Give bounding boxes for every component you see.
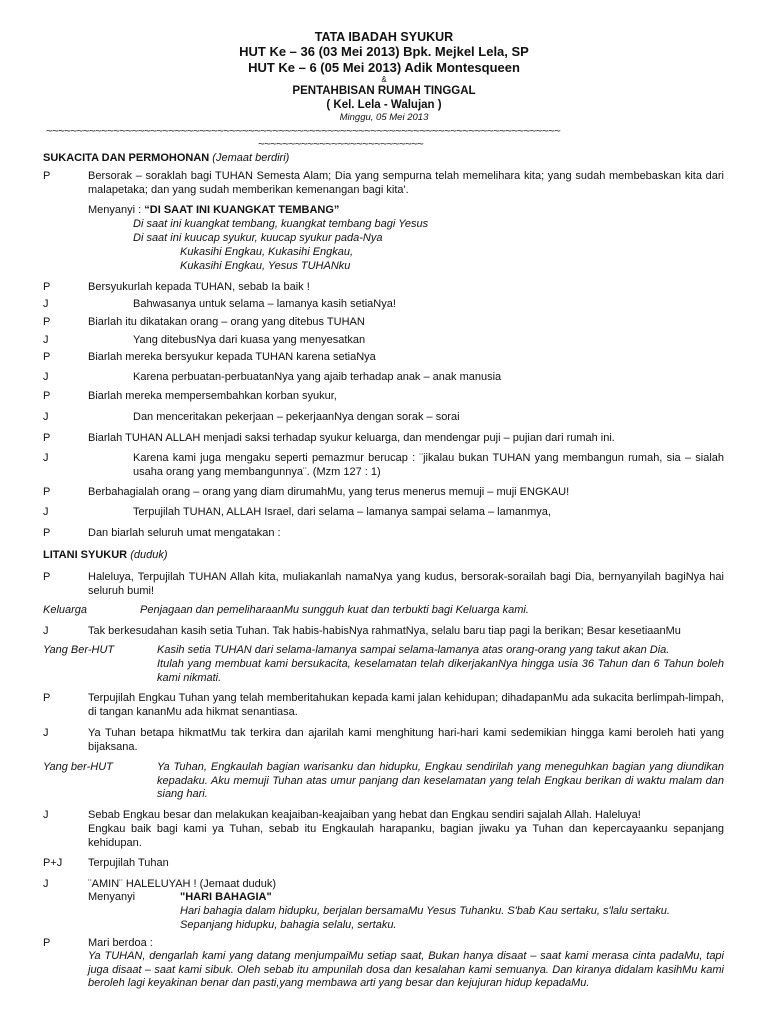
role-label: J (43, 298, 49, 310)
liturgy-text: Bahwasanya untuk selama – lamanya kasih setiaNya! (133, 298, 396, 310)
song-line: Sepanjang hidupku, bahagia selalu, sertaku. (180, 919, 397, 931)
role-label: Yang ber-HUT (43, 761, 113, 773)
role-label: P (43, 432, 51, 444)
song-label: Menyanyi : (88, 204, 142, 216)
liturgy-text: Kasih setia TUHAN dari selama-lamanya sampai selama-lamanya atas orang-orang yang takut akan Dia. (157, 644, 670, 656)
song-line: Di saat ini kuucap syukur, kuucap syukur pada-Nya (133, 232, 383, 244)
song-heading (88, 204, 339, 218)
role-label: P (43, 527, 51, 539)
role-label: J (43, 809, 49, 821)
role-label: J (43, 452, 49, 464)
section-title: LITANI SYUKUR (43, 549, 128, 561)
document-title: TATA IBADAH SYUKUR (314, 30, 454, 44)
liturgy-text: Biarlah TUHAN ALLAH menjadi saksi terhadap syukur keluarga, dan mendengar puji – pujian dari rumah ini. (88, 432, 615, 444)
liturgy-text: Terpujilah Tuhan (88, 857, 169, 869)
liturgy-text: Engkau baik bagi kami ya Tuhan, sebab itu Engkaulah harapanku, bagian jiwaku ya Tuhan dan kepercayaanku sepanjang kehidupan. (88, 823, 724, 849)
liturgy-text: Penjagaan dan pemeliharaanMu sungguh kuat dan terbukti bagi Keluarga kami. (140, 604, 529, 616)
role-label: J (43, 625, 49, 637)
role-label: P (43, 390, 51, 402)
liturgy-text: Bersyukurlah kepada TUHAN, sebab Ia baik ! (88, 281, 310, 293)
role-label: P+J (43, 857, 63, 869)
role-label: P (43, 486, 51, 498)
role-label: J (43, 878, 49, 890)
liturgy-text: Tak berkesudahan kasih setia Tuhan. Tak habis-habisNya rahmatNya, selalu baru tiap pagi la berikan; Besar kesetiaanMu (88, 625, 681, 637)
liturgy-text: Biarlah mereka bersyukur kepada TUHAN karena setiaNya (88, 351, 376, 363)
role-label: J (43, 371, 49, 383)
liturgy-text: Ya Tuhan, Engkaulah bagian warisanku dan hidupku, Engkau sendirilah yang meneguhkan bagian yang diundikan kepadaku. Aku memuji Tuhan atas umur panjang dan keselamatan yang telah Engkau berikan di waktu malam dan siang hari. (157, 761, 724, 800)
role-label: P (43, 281, 51, 293)
role-label: P (43, 937, 51, 949)
role-label: P (43, 351, 51, 363)
liturgy-text: Bersorak – soraklah bagi TUHAN Semesta Alam; Dia yang sempurna telah memelihara kita; yang sudah membebaskan kita dari malapetaka; dan yang sudah memberikan kemenangan bagi kita'. (88, 170, 724, 196)
song-title: “DI SAAT INI KUANGKAT TEMBANG” (144, 204, 340, 216)
liturgy-text: Berbahagialah orang – orang yang diam dirumahMu, yang terus menerus memuji – muji ENGKAU! (88, 486, 570, 498)
role-label: Keluarga (43, 604, 88, 616)
tilde-rule-2: ~~~~~~~~~~~~~~~~~~~~~~~~~~~ (258, 137, 424, 150)
liturgy-text: Dan biarlah seluruh umat mengatakan : (88, 527, 281, 539)
song-line: Hari bahagia dalam hidupku, berjalan bersamaMu Yesus Tuhanku. S'bab Kau sertaku, s'lalu sertaku. (180, 905, 670, 917)
liturgy-text: Terpujilah TUHAN, ALLAH Israel, dari selama – lamanya sampai selama – lamanmya, (133, 506, 551, 518)
liturgy-text: Itulah yang membuat kami bersukacita, keselamatan telah dikerjakanNya hingga usia 36 Tahun dan 6 Tahun boleh kami nikmati. (157, 658, 724, 684)
role-label: J (43, 411, 49, 423)
header-line-3: PENTAHBISAN RUMAH TINGGAL (292, 85, 476, 97)
liturgy-text: Biarlah mereka mempersembahkan korban syukur, (88, 390, 337, 402)
liturgy-text: Haleluya, Terpujilah TUHAN Allah kita, muliakanlah namaNya yang kudus, bersorak-sorailah bagi Dia, bernyanyilah bagiNya hai seluruh bumi! (88, 571, 724, 597)
song-line: Kukasihi Engkau, Yesus TUHANku (180, 260, 351, 272)
section-title: SUKACITA DAN PERMOHONAN (43, 152, 210, 164)
role-label: J (43, 334, 49, 346)
role-label: P (43, 692, 51, 704)
song-line: Di saat ini kuangkat tembang, kuangkat tembang bagi Yesus (133, 218, 429, 230)
section-heading-litani (43, 549, 168, 563)
section-note: (duduk) (130, 549, 168, 561)
header-ampersand: & (381, 75, 387, 84)
liturgy-text: Karena perbuatan-perbuatanNya yang ajaib terhadap anak – anak manusia (133, 371, 502, 383)
header-date: Minggu, 05 Mei 2013 (339, 112, 429, 123)
header-line-2: HUT Ke – 6 (05 Mei 2013) Adik Montesqueen (248, 60, 520, 75)
liturgy-text: Ya Tuhan betapa hikmatMu tak terkira dan ajarilah kami menghitung hari-hari kami sedemikian hingga kami beroleh hati yang bijaksana. (88, 727, 724, 753)
tilde-rule-1: ~~~~~~~~~~~~~~~~~~~~~~~~~~~~~~~~~~~~~~~~~~~~~~~~~~~~~~~~~~~~~~~~~~~~~~~~~~~~~~~~~~~~ (46, 124, 561, 137)
header-line-4: ( Kel. Lela - Walujan ) (326, 99, 442, 111)
song-title: "HARI BAHAGIA" (180, 891, 272, 903)
role-label: J (43, 727, 49, 739)
liturgy-text: Yang ditebusNya dari kuasa yang menyesatkan (133, 334, 366, 346)
liturgy-text: Sebab Engkau besar dan melakukan keajaiban-keajaiban yang hebat dan Engkau sendiri sajalah Allah. Haleluya! (88, 809, 641, 821)
liturgy-text: ¨AMIN¨ HALELUYAH ! (Jemaat duduk) (88, 878, 277, 890)
section-heading-sukacita (43, 152, 289, 166)
role-label: P (43, 316, 51, 328)
song-line: Kukasihi Engkau, Kukasihi Engkau, (180, 246, 354, 258)
role-label: Yang Ber-HUT (43, 644, 115, 656)
liturgy-text: Terpujilah Engkau Tuhan yang telah memberitahukan kepada kami jalan kehidupan; dihadapanMu ada sukacita berlimpah-limpah, di tangan kananMu ada hikmat senantiasa. (88, 692, 724, 718)
liturgy-text: Biarlah itu dikatakan orang – orang yang ditebus TUHAN (88, 316, 365, 328)
prayer-text: Ya TUHAN, dengarlah kami yang datang menjumpaiMu setiap saat, Bukan hanya disaat – saat kami merasa cinta padaMu, tapi juga disaat – saat kami sibuk. Oleh sebab itu ampunilah dosa dan kesalahan kami semuanya. Dan kiranya didalam kasihMu kami beroleh lagi keyakinan benar dan pasti,yang membawa arti yang besar dan kejujuran hidup kepadaMu. (88, 950, 724, 989)
role-label: P (43, 170, 51, 182)
header-line-1: HUT Ke – 36 (03 Mei 2013) Bpk. Mejkel Lela, SP (239, 44, 529, 59)
liturgy-text: Mari berdoa : (88, 937, 153, 949)
section-note: (Jemaat berdiri) (212, 152, 290, 164)
role-label: J (43, 506, 49, 518)
song-label: Menyanyi (88, 891, 136, 903)
role-label: P (43, 571, 51, 583)
liturgy-text: Karena kami juga mengaku seperti pemazmur berucap : ¨jikalau bukan TUHAN yang membangun rumah, sia – sialah usaha orang yang membangunnya¨. (Mzm 127 : 1) (133, 452, 724, 478)
liturgy-text: Dan menceritakan pekerjaan – pekerjaanNya dengan sorak – sorai (133, 411, 460, 423)
